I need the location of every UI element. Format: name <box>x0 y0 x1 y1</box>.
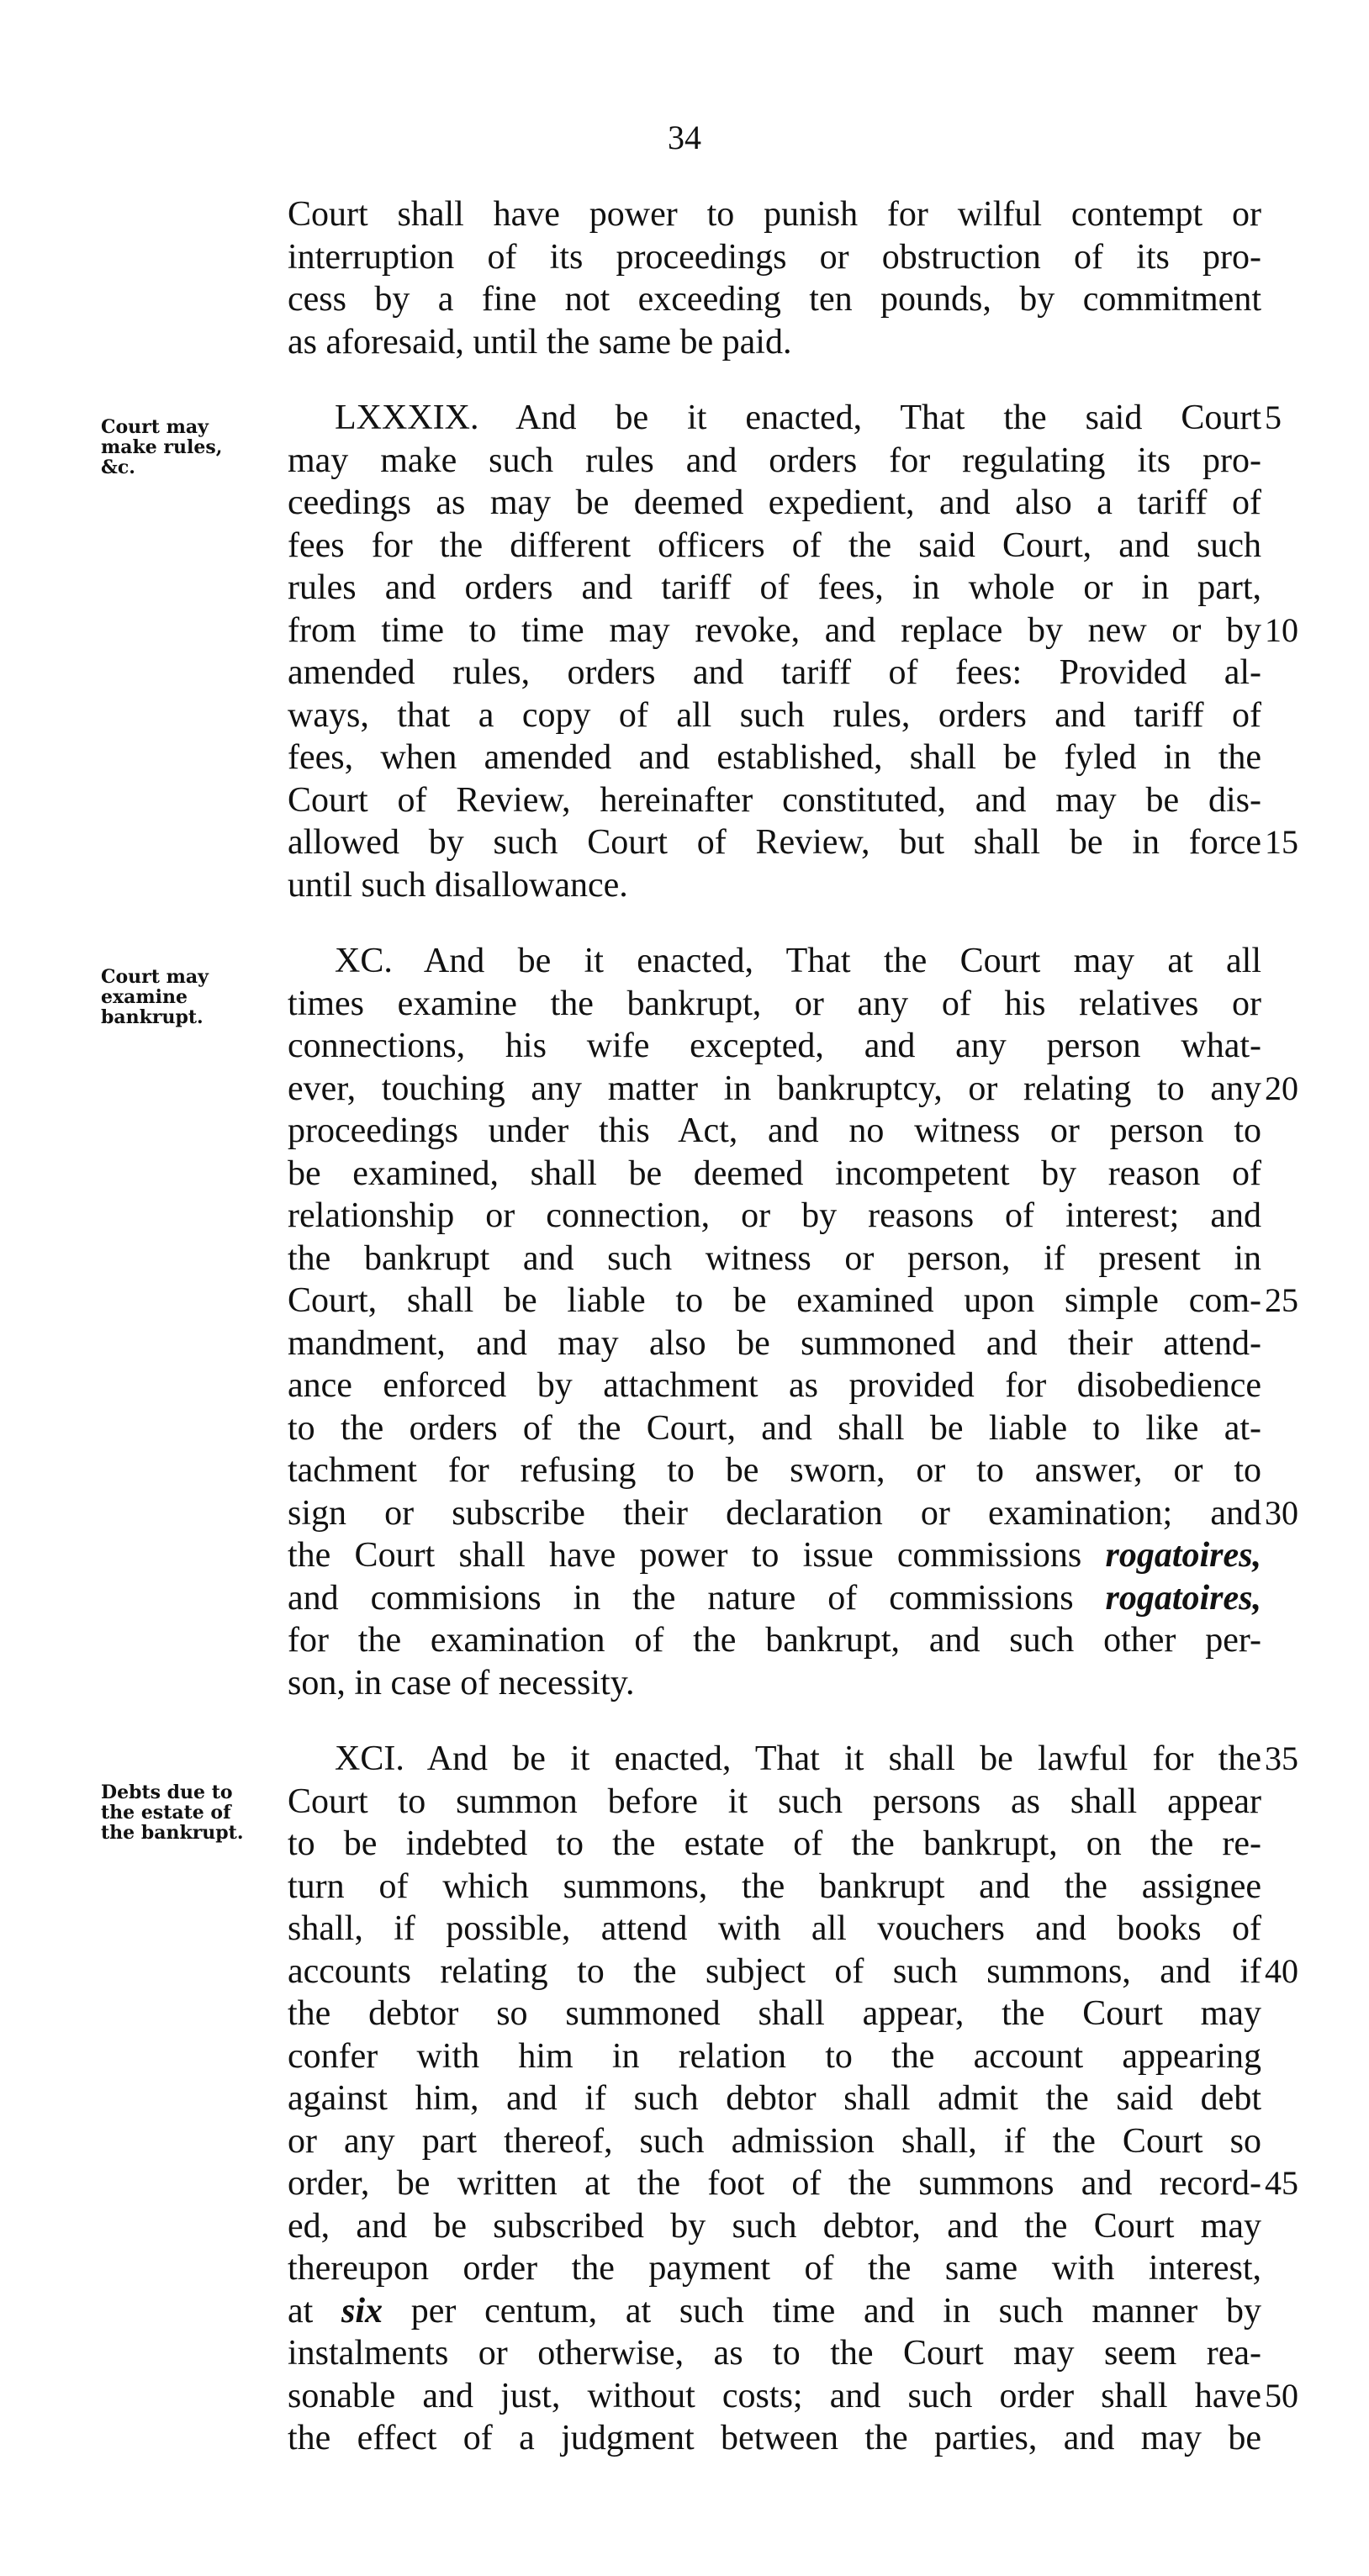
line-number: 15 <box>1265 823 1298 861</box>
text-line: the effect of a judgment between the parties, and may be <box>288 2419 1261 2457</box>
marginal-note-examine-bankrupt <box>101 967 269 1027</box>
line-number: 50 <box>1265 2376 1298 2415</box>
marginal-note-line: Court may <box>101 416 209 438</box>
text-line: Court to summon before it such persons as shall appear <box>288 1782 1261 1821</box>
text-line: to be indebted to the estate of the bankrupt, on the re- <box>288 1824 1261 1863</box>
text-line: mandment, and may also be summoned and their attend- <box>288 1323 1261 1363</box>
text-line: the debtor so summoned shall appear, the Court may <box>288 1994 1261 2033</box>
text-line: to the orders of the Court, and shall be liable to like at- <box>288 1408 1261 1448</box>
marginal-note-line: Debts due to <box>101 1782 233 1803</box>
text-line: sonable and just, without costs; and such order shall have <box>288 2376 1261 2415</box>
text-line: the Court shall have power to issue commissions rogatoires, <box>288 1536 1261 1575</box>
text-line: the bankrupt and such witness or person, if present in <box>288 1238 1261 1278</box>
text-line: turn of which summons, the bankrupt and the assignee <box>288 1866 1261 1906</box>
marginal-note-line: the estate of <box>101 1802 231 1824</box>
text-line: and commisions in the nature of commissions rogatoires, <box>288 1578 1261 1618</box>
marginal-note-court-rules <box>101 417 269 478</box>
text-line: confer with him in relation to the account appearing <box>288 2036 1261 2076</box>
line-number: 45 <box>1265 2164 1298 2202</box>
text-line: Court, shall be liable to be examined upon simple com- <box>288 1281 1261 1320</box>
text-line: ceedings as may be deemed expedient, and also a tariff of <box>288 483 1261 522</box>
text-line: thereupon order the payment of the same with interest, <box>288 2249 1261 2288</box>
text-line: LXXXIX. And be it enacted, That the said Court <box>335 399 1261 437</box>
text-line: against him, and if such debtor shall admit the said debt <box>288 2079 1261 2118</box>
marginal-note-debts-due <box>101 1782 269 1843</box>
text-line: ways, that a copy of all such rules, orders and tariff of <box>288 695 1261 735</box>
text-line: may make such rules and orders for regulating its pro- <box>288 441 1261 480</box>
line-number: 40 <box>1265 1951 1298 1990</box>
text-line: order, be written at the foot of the summons and record- <box>288 2164 1261 2203</box>
text-line: tachment for refusing to be sworn, or to answer, or to <box>288 1451 1261 1490</box>
text-line: XCI. And be it enacted, That it shall be lawful for the <box>335 1739 1261 1778</box>
text-line: connections, his wife excepted, and any person what- <box>288 1027 1261 1065</box>
text-line: sign or subscribe their declaration or examination; and <box>288 1493 1261 1533</box>
text-line: son, in case of necessity. <box>288 1663 635 1702</box>
text-line: for the examination of the bankrupt, and such other per- <box>288 1621 1261 1660</box>
text-line: be examined, shall be deemed incompetent by reason of <box>288 1153 1261 1193</box>
page-number: 34 <box>668 119 701 156</box>
text-line: ance enforced by attachment as provided for disobedience <box>288 1366 1261 1405</box>
line-number: 25 <box>1265 1281 1298 1319</box>
text-line: Court shall have power to punish for wilful contempt or <box>288 195 1261 234</box>
text-line: XC. And be it enacted, That the Court may at all <box>335 942 1261 980</box>
text-line: amended rules, orders and tariff of fees: Provided al- <box>288 653 1261 692</box>
italic-term: rogatoires, <box>1105 1578 1261 1618</box>
text-line: cess by a fine not exceeding ten pounds, by commitment <box>288 280 1261 319</box>
text-line: at six per centum, at such time and in such manner by <box>288 2291 1261 2331</box>
text-line: rules and orders and tariff of fees, in whole or in part, <box>288 568 1261 607</box>
text-line: interruption of its proceedings or obstruction of its pro- <box>288 237 1261 277</box>
marginal-note-line: &c. <box>101 457 135 478</box>
marginal-note-line: Court may <box>101 966 209 988</box>
text-line: or any part thereof, such admission shall, if the Court so <box>288 2121 1261 2161</box>
text-line: from time to time may revoke, and replace by new or by <box>288 610 1261 650</box>
text-line: relationship or connection, or by reasons of interest; and <box>288 1196 1261 1235</box>
text-line: Court of Review, hereinafter constituted, and may be dis- <box>288 780 1261 820</box>
line-number: 5 <box>1265 399 1282 436</box>
text-line: instalments or otherwise, as to the Court may seem rea- <box>288 2334 1261 2373</box>
text-line: accounts relating to the subject of such summons, and if <box>288 1951 1261 1991</box>
line-number: 20 <box>1265 1069 1298 1107</box>
marginal-note-line: examine <box>101 986 188 1008</box>
text-line: proceedings under this Act, and no witness or person to <box>288 1111 1261 1150</box>
marginal-note-line: make rules, <box>101 436 223 458</box>
text-line: ed, and be subscribed by such debtor, and the Court may <box>288 2206 1261 2246</box>
marginal-note-line: the bankrupt. <box>101 1822 244 1844</box>
text-line: fees for the different officers of the said Court, and such <box>288 525 1261 565</box>
line-number: 10 <box>1265 610 1298 649</box>
text-line: allowed by such Court of Review, but shall be in force <box>288 823 1261 862</box>
text-line: times examine the bankrupt, or any of his relatives or <box>288 984 1261 1023</box>
italic-term: six <box>341 2291 383 2331</box>
text-line: ever, touching any matter in bankruptcy, or relating to any <box>288 1069 1261 1108</box>
line-number: 30 <box>1265 1493 1298 1532</box>
marginal-note-line: bankrupt. <box>101 1006 204 1028</box>
text-line: until such disallowance. <box>288 865 628 905</box>
line-number: 35 <box>1265 1739 1298 1777</box>
text-line: fees, when amended and established, shall be fyled in the <box>288 738 1261 777</box>
text-line: as aforesaid, until the same be paid. <box>288 322 792 362</box>
text-line: shall, if possible, attend with all vouchers and books of <box>288 1909 1261 1948</box>
italic-term: rogatoires, <box>1105 1536 1261 1575</box>
